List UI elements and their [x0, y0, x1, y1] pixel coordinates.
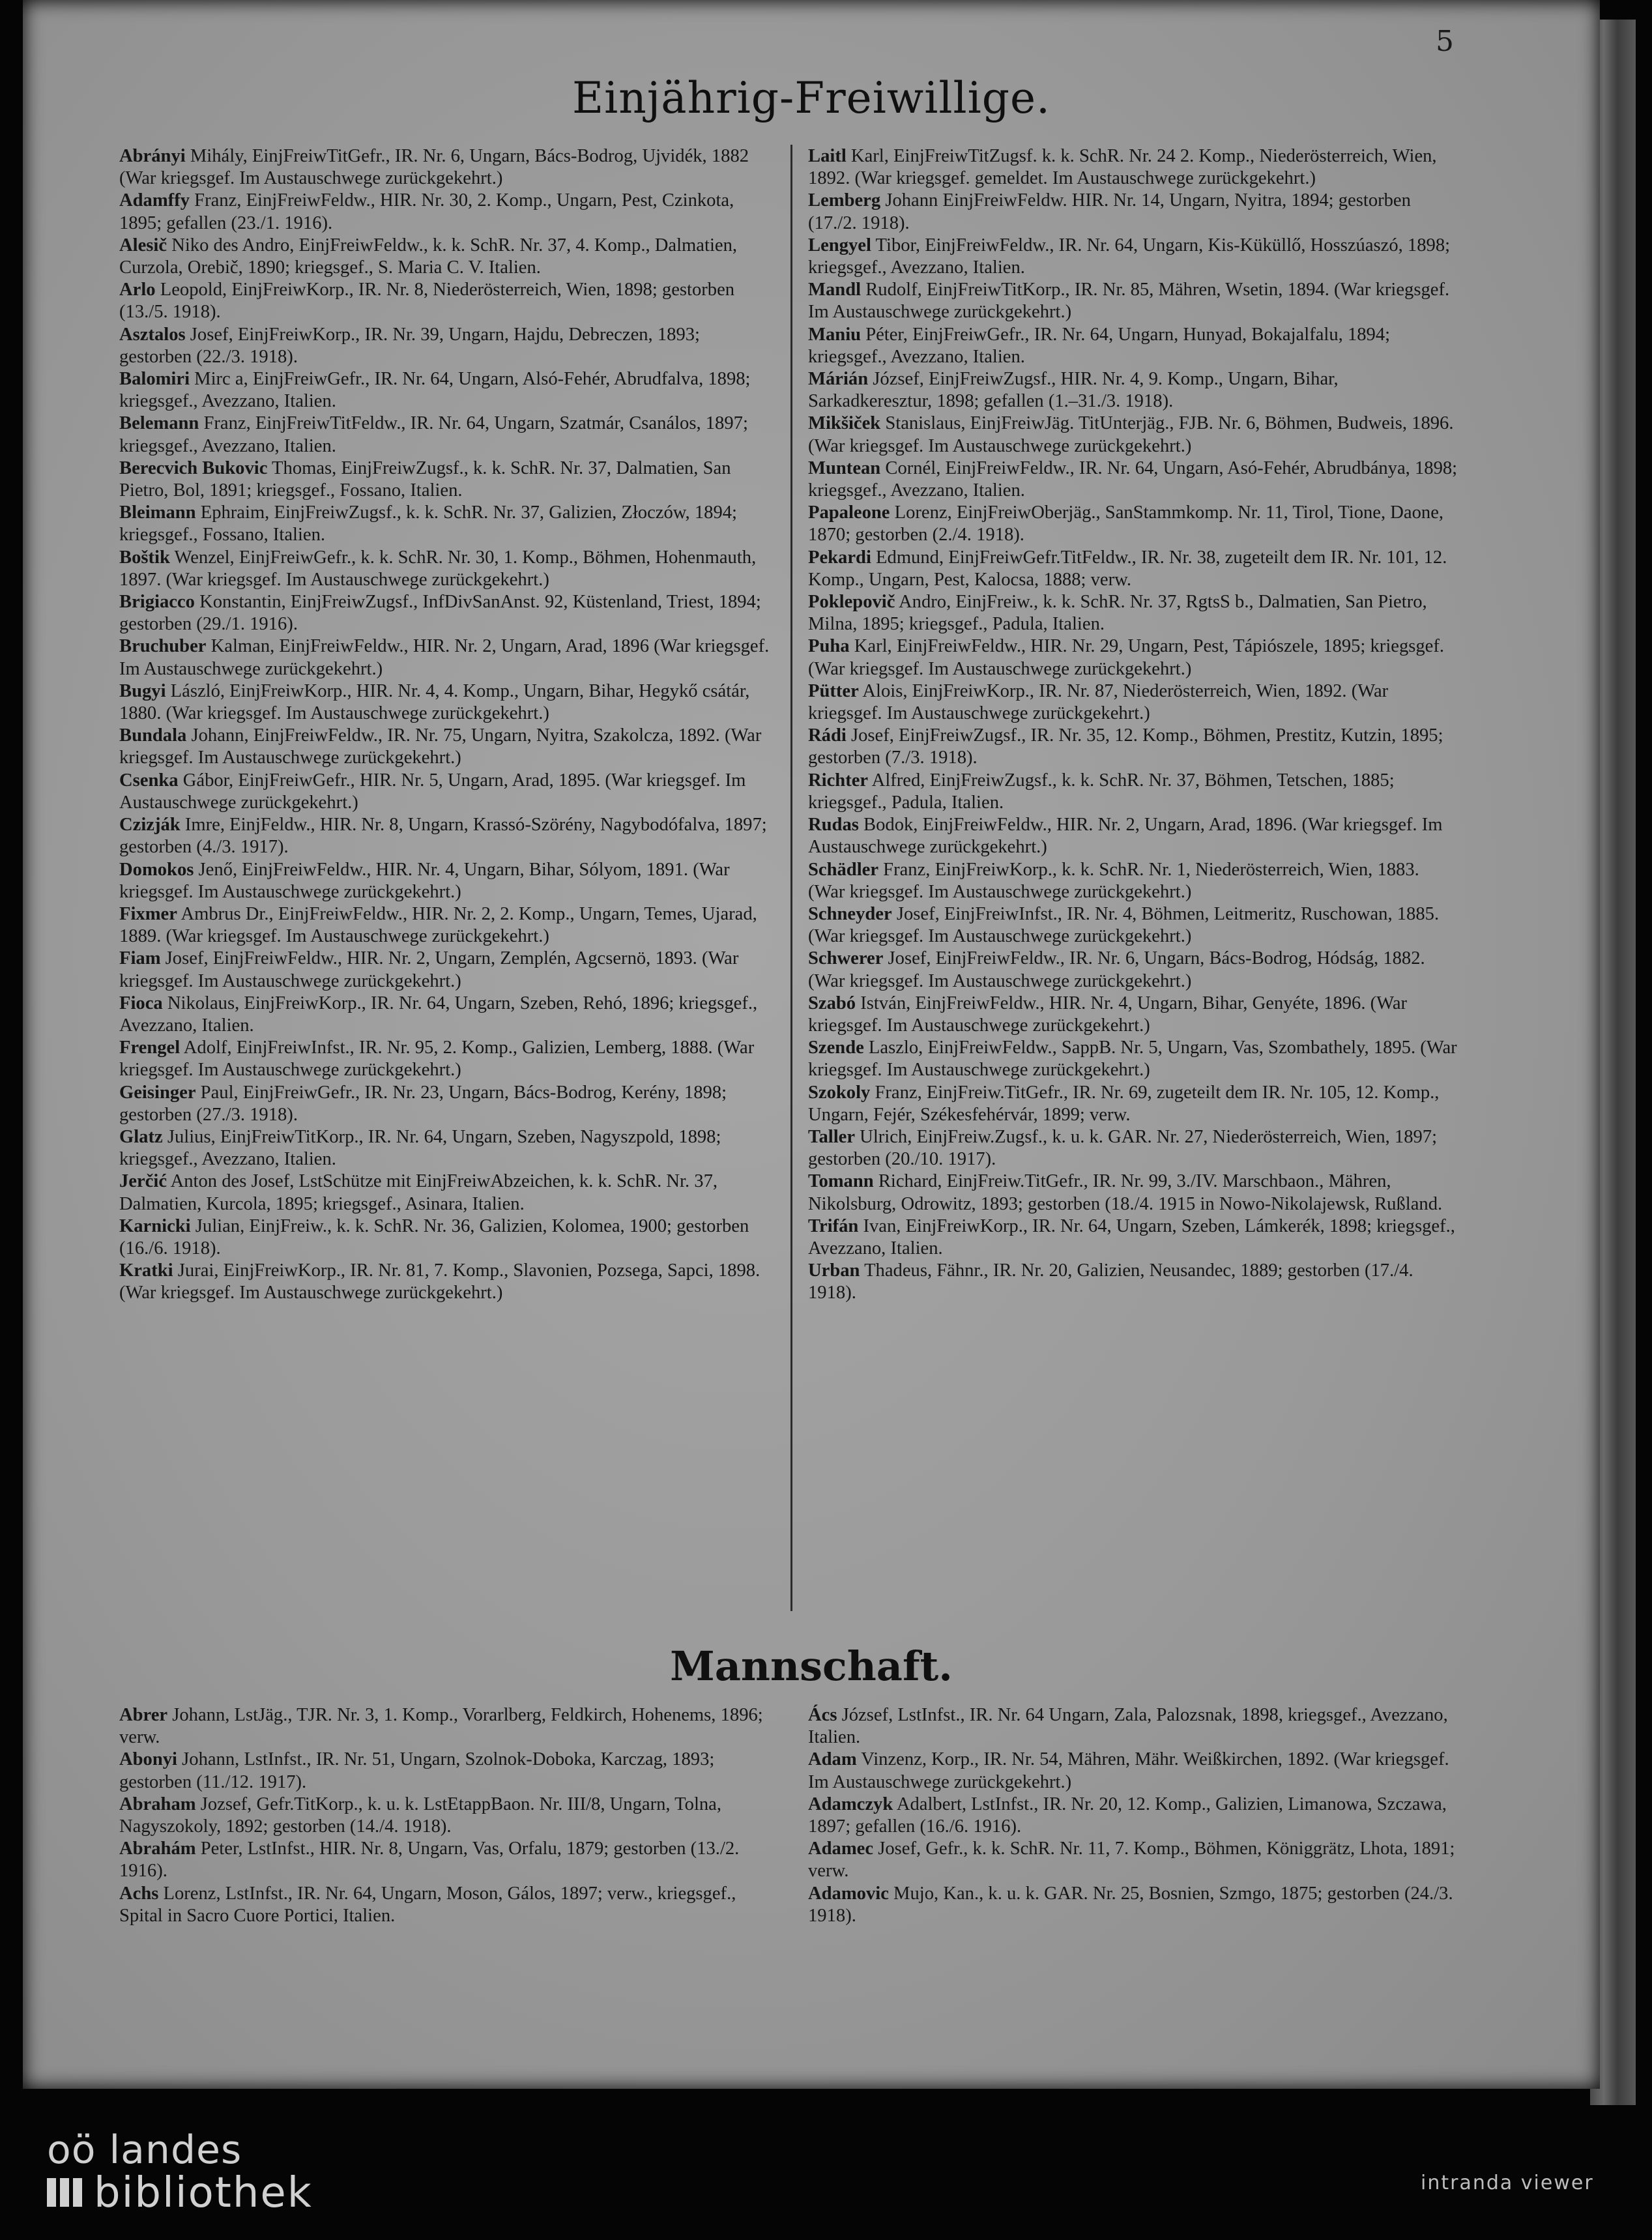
entry-details: Peter, LstInfst., HIR. Nr. 8, Ungarn, Vas, Orfalu, 1879; gestorben (13./2. 1916).	[119, 1839, 740, 1882]
entry-surname: Abrer	[119, 1705, 168, 1725]
entry-surname: Schneyder	[808, 903, 892, 924]
register-entry	[119, 680, 774, 725]
entry-details: Mujo, Kan., k. u. k. GAR. Nr. 25, Bosnien, Szmgo, 1875; gestorben (24./3. 1918).	[808, 1883, 1453, 1926]
entry-details: Johann, EinjFreiwFeldw., IR. Nr. 75, Ungarn, Nyitra, Szakolcza, 1892. (War kriegsgef. Im Austauschwege zurückgekehrt.)	[119, 725, 762, 768]
register-entry	[808, 1037, 1460, 1081]
entry-details: Jurai, EinjFreiwKorp., IR. Nr. 81, 7. Komp., Slavonien, Pozsega, Sapci, 1898. (War kriegsgef. Im Austauschwege zurückgekehrt.)	[119, 1260, 761, 1303]
entry-details: Vinzenz, Korp., IR. Nr. 54, Mähren, Mähr. Weißkirchen, 1892. (War kriegsgef. Im Austauschwege zurückgekehrt.)	[808, 1749, 1449, 1792]
entry-surname: Alesič	[119, 235, 167, 255]
entry-surname: Maniu	[808, 324, 862, 345]
entry-details: Kalman, EinjFreiwFeldw., HIR. Nr. 2, Ungarn, Arad, 1896 (War kriegsgef. Im Austauschwege zurückgekehrt.)	[119, 636, 770, 679]
register-entry	[119, 190, 774, 234]
register-entry	[808, 1794, 1460, 1838]
register-entry	[808, 770, 1460, 814]
entry-surname: Adam	[808, 1749, 857, 1770]
register-entry	[119, 993, 774, 1037]
entry-surname: Csenka	[119, 770, 179, 791]
register-entry	[808, 725, 1460, 769]
entry-surname: Urban	[808, 1260, 860, 1281]
register-entry	[808, 279, 1460, 323]
entry-surname: Pekardi	[808, 547, 871, 568]
register-entry	[808, 368, 1460, 413]
entry-details: Karl, EinjFreiwFeldw., HIR. Nr. 29, Ungarn, Pest, Tápiószele, 1895; kriegsgef. (War kriegsgef. Im Austauschwege zurückgekehrt.)	[808, 636, 1445, 679]
entry-details: Niko des Andro, EinjFreiwFeldw., k. k. SchR. Nr. 37, 4. Komp., Dalmatien, Curzola, Orebič, 1890; kriegsgef., S. Maria C. V. Italien.	[119, 235, 738, 278]
register-entry	[808, 502, 1460, 546]
entry-surname: Abonyi	[119, 1749, 177, 1770]
register-entry	[808, 324, 1460, 368]
entry-surname: Glatz	[119, 1126, 163, 1147]
entry-surname: Laitl	[808, 146, 847, 166]
register-entry	[119, 145, 774, 190]
entry-details: Adolf, EinjFreiwInfst., IR. Nr. 95, 2. Komp., Galizien, Lemberg, 1888. (War kriegsgef. Im Austauschwege zurückgekehrt.)	[119, 1038, 755, 1081]
entry-details: Imre, EinjFeldw., HIR. Nr. 8, Ungarn, Krassó-Szörény, Nagybodófalva, 1897; gestorben (4./3. 1917).	[119, 815, 767, 858]
entry-surname: Rádi	[808, 725, 847, 746]
entry-details: Alfred, EinjFreiwZugsf., k. k. SchR. Nr. 37, Böhmen, Tetschen, 1885; kriegsgef., Padula, Italien.	[808, 770, 1395, 813]
entry-details: Anton des Josef, LstSchütze mit EinjFreiwAbzeichen, k. k. SchR. Nr. 37, Dalmatien, Kurcola, 1895; kriegsgef., Asinara, Italien.	[119, 1171, 718, 1214]
entry-surname: Boštik	[119, 547, 170, 568]
entry-surname: Márián	[808, 369, 869, 390]
register-entry	[808, 413, 1460, 457]
entry-surname: Trifán	[808, 1215, 859, 1236]
register-entry	[808, 993, 1460, 1037]
entry-details: Ephraim, EinjFreiwZugsf., k. k. SchR. Nr. 37, Galizien, Złoczów, 1894; kriegsgef., Fossano, Italien.	[119, 502, 737, 545]
entry-surname: Taller	[808, 1126, 856, 1147]
entry-surname: Szokoly	[808, 1082, 871, 1103]
viewer-brand: intranda viewer	[1421, 2172, 1594, 2194]
register-entry	[808, 190, 1460, 234]
register-entry	[808, 1749, 1460, 1793]
entry-details: Edmund, EinjFreiwGefr.TitFeldw., IR. Nr. 38, zugeteilt dem IR. Nr. 101, 12. Komp., Ungarn, Pest, Kalocsa, 1888; verw.	[808, 547, 1447, 590]
entry-details: Franz, EinjFreiwFeldw., HIR. Nr. 30, 2. Komp., Ungarn, Pest, Czinkota, 1895; gefallen (23./1. 1916).	[119, 190, 734, 233]
entry-details: Nikolaus, EinjFreiwKorp., IR. Nr. 64, Ungarn, Szeben, Rehó, 1896; kriegsgef., Avezzano, Italien.	[119, 993, 758, 1036]
entry-details: Karl, EinjFreiwTitZugsf. k. k. SchR. Nr. 24 2. Komp., Niederösterreich, Wien, 1892. (War kriegsgef. gemeldet. Im Austauschwege zurückgekehrt.)	[808, 146, 1437, 189]
register-entry	[808, 235, 1460, 279]
entry-surname: Tomann	[808, 1171, 874, 1192]
register-entry	[119, 903, 774, 948]
entry-surname: Jerčić	[119, 1171, 167, 1192]
entry-details: Lorenz, EinjFreiwOberjäg., SanStammkomp. Nr. 11, Tirol, Tione, Daone, 1870; gestorben (2./4. 1918).	[808, 502, 1444, 545]
entry-details: Johann EinjFreiwFeldw. HIR. Nr. 14, Ungarn, Nyitra, 1894; gestorben (17./2. 1918).	[808, 190, 1411, 233]
register-entry	[808, 1260, 1460, 1304]
register-entry	[119, 547, 774, 591]
entry-surname: Puha	[808, 636, 850, 657]
entry-surname: Mikšiček	[808, 413, 881, 434]
entry-surname: Geisinger	[119, 1082, 196, 1103]
entry-details: József, EinjFreiwZugsf., HIR. Nr. 4, 9. Komp., Ungarn, Bihar, Sarkadkeresztur, 1898; gefallen (1.–31./3. 1918).	[808, 369, 1339, 412]
register-entry	[119, 1082, 774, 1126]
entry-details: Ambrus Dr., EinjFreiwFeldw., HIR. Nr. 2, 2. Komp., Ungarn, Temes, Ujarad, 1889. (War kriegsgef. Im Austauschwege zurückgekehrt.)	[119, 903, 757, 947]
register-entry	[808, 859, 1460, 903]
entry-details: Josef, EinjFreiwKorp., IR. Nr. 39, Ungarn, Hajdu, Debreczen, 1893; gestorben (22./3. 1918).	[119, 324, 700, 367]
entry-details: Péter, EinjFreiwGefr., IR. Nr. 64, Ungarn, Hunyad, Bokajalfalu, 1894; kriegsgef., Avezzano, Italien.	[808, 324, 1391, 367]
entry-details: Franz, EinjFreiwTitFeldw., IR. Nr. 64, Ungarn, Szatmár, Csanálos, 1897; kriegsgef., Avezzano, Italien.	[119, 413, 748, 456]
entry-details: Johann, LstInfst., IR. Nr. 51, Ungarn, Szolnok-Doboka, Karczag, 1893; gestorben (11./12. 1917).	[119, 1749, 715, 1792]
column-crew-right	[808, 1704, 1460, 1927]
entry-details: Andro, EinjFreiw., k. k. SchR. Nr. 37, RgtsS b., Dalmatien, San Pietro, Milna, 1895; kriegsgef., Padula, Italien.	[808, 592, 1427, 635]
logo-line-2: bibliothek	[94, 2169, 313, 2217]
register-entry	[119, 1883, 774, 1927]
entry-details: József, LstInfst., IR. Nr. 64 Ungarn, Zala, Palozsnak, 1898, kriegsgef., Avezzano, Italien.	[808, 1705, 1448, 1748]
register-entry	[808, 1082, 1460, 1126]
entry-surname: Bleimann	[119, 502, 196, 523]
entry-details: Franz, EinjFreiw.TitGefr., IR. Nr. 69, zugeteilt dem IR. Nr. 105, 12. Komp., Ungarn, Fejér, Székesfehérvár, 1899; verw.	[808, 1082, 1440, 1125]
register-entry	[119, 770, 774, 814]
entry-surname: Lemberg	[808, 190, 881, 211]
entry-surname: Fixmer	[119, 903, 177, 924]
entry-surname: Abrányi	[119, 146, 186, 166]
register-entry	[119, 368, 774, 413]
entry-surname: Domokos	[119, 859, 194, 880]
entry-details: Bodok, EinjFreiwFeldw., HIR. Nr. 2, Ungarn, Arad, 1896. (War kriegsgef. Im Austauschwege zurückgekehrt.)	[808, 815, 1443, 858]
register-entry	[808, 1838, 1460, 1882]
entry-surname: Bugyi	[119, 680, 166, 701]
register-entry	[808, 1171, 1460, 1215]
entry-surname: Ács	[808, 1705, 837, 1725]
entry-details: Thadeus, Fähnr., IR. Nr. 20, Galizien, Neusandec, 1889; gestorben (17./4. 1918).	[808, 1260, 1413, 1303]
register-entry	[119, 948, 774, 992]
entry-details: Konstantin, EinjFreiwZugsf., InfDivSanAnst. 92, Küstenland, Triest, 1894; gestorben (29./1. 1916).	[119, 592, 761, 635]
entry-details: Ivan, EinjFreiwKorp., IR. Nr. 64, Ungarn, Szeben, Lámkerék, 1898; kriegsgef., Avezzano, Italien.	[808, 1215, 1455, 1258]
entry-details: Paul, EinjFreiwGefr., IR. Nr. 23, Ungarn, Bács-Bodrog, Kerény, 1898; gestorben (27./3. 1918).	[119, 1082, 727, 1125]
entry-surname: Muntean	[808, 458, 881, 478]
register-entry	[119, 859, 774, 903]
register-entry	[119, 502, 774, 546]
register-entry	[808, 1704, 1460, 1749]
entry-surname: Kratki	[119, 1260, 173, 1281]
entry-details: Jozsef, Gefr.TitKorp., k. u. k. LstEtappBaon. Nr. III/8, Ungarn, Tolna, Nagyszokoly, 1892; gestorben (14./4. 1918).	[119, 1794, 722, 1837]
entry-details: Leopold, EinjFreiwKorp., IR. Nr. 8, Niederösterreich, Wien, 1898; gestorben (13./5. 1918).	[119, 280, 735, 323]
entry-details: Ulrich, EinjFreiw.Zugsf., k. u. k. GAR. Nr. 27, Niederösterreich, Wien, 1897; gestorben (20./10. 1917).	[808, 1126, 1438, 1170]
entry-details: Stanislaus, EinjFreiwJäg. TitUnterjäg., FJB. Nr. 6, Böhmen, Budweis, 1896. (War kriegsgef. Im Austauschwege zurückgekehrt.)	[808, 413, 1454, 456]
entry-surname: Schwerer	[808, 948, 884, 969]
entry-details: Thomas, EinjFreiwZugsf., k. k. SchR. Nr. 37, Dalmatien, San Pietro, Bol, 1891; kriegsgef., Fossano, Italien.	[119, 458, 731, 501]
register-entry	[119, 1838, 774, 1882]
register-entry	[119, 1260, 774, 1304]
entry-surname: Achs	[119, 1883, 159, 1904]
entry-surname: Richter	[808, 770, 869, 791]
entry-details: Adalbert, LstInfst., IR. Nr. 20, 12. Komp., Galizien, Limanowa, Szczawa, 1897; gefallen (16./6. 1916).	[808, 1794, 1447, 1837]
entry-surname: Abrahám	[119, 1839, 196, 1859]
entry-surname: Adamec	[808, 1839, 874, 1859]
entry-details: Lorenz, LstInfst., IR. Nr. 64, Ungarn, Moson, Gálos, 1897; verw., kriegsgef., Spital in Sacro Cuore Portici, Italien.	[119, 1883, 736, 1926]
entry-surname: Belemann	[119, 413, 199, 434]
entry-details: Johann, LstJäg., TJR. Nr. 3, 1. Komp., Vorarlberg, Feldkirch, Hohenems, 1896; verw.	[119, 1705, 763, 1748]
entry-surname: Brigiacco	[119, 592, 195, 613]
entry-details: Laszlo, EinjFreiwFeldw., SappB. Nr. 5, Ungarn, Vas, Szombathely, 1895. (War kriegsgef. Im Austauschwege zurückgekehrt.)	[808, 1038, 1457, 1081]
register-entry	[808, 458, 1460, 502]
register-entry	[119, 1749, 774, 1793]
entry-surname: Fiam	[119, 948, 161, 969]
column-volunteers-right	[808, 145, 1460, 1305]
register-entry	[119, 1215, 774, 1260]
register-entry	[808, 814, 1460, 858]
register-entry	[808, 948, 1460, 992]
section-title-volunteers: Einjährig-Freiwillige.	[572, 73, 1051, 123]
entry-details: Richard, EinjFreiw.TitGefr., IR. Nr. 99, 3./IV. Marschbaon., Mähren, Nikolsburg, Odrowitz, 1893; gestorben (18./4. 1915 in Nowo-Nikolajewsk, Rußland.	[808, 1171, 1443, 1214]
entry-surname: Szende	[808, 1038, 864, 1058]
register-entry	[119, 725, 774, 769]
entry-surname: Lengyel	[808, 235, 871, 255]
entry-details: Julian, EinjFreiw., k. k. SchR. Nr. 36, Galizien, Kolomea, 1900; gestorben (16./6. 1918).	[119, 1215, 749, 1258]
register-entry	[119, 1704, 774, 1749]
entry-surname: Abraham	[119, 1794, 196, 1814]
entry-details: Josef, Gefr., k. k. SchR. Nr. 11, 7. Komp., Böhmen, Königgrätz, Lhota, 1891; verw.	[808, 1839, 1455, 1882]
entry-surname: Bruchuber	[119, 636, 207, 657]
library-logo	[47, 2127, 313, 2217]
register-entry	[119, 1037, 774, 1081]
register-entry	[808, 547, 1460, 591]
entry-surname: Mandl	[808, 280, 862, 300]
entry-surname: Pütter	[808, 680, 859, 701]
entry-surname: Fioca	[119, 993, 163, 1013]
entry-details: Mihály, EinjFreiwTitGefr., IR. Nr. 6, Ungarn, Bács-Bodrog, Ujvidék, 1882 (War kriegsgef. Im Austauschwege zurückgekehrt.)	[119, 146, 749, 189]
entry-details: Rudolf, EinjFreiwTitKorp., IR. Nr. 85, Mähren, Wsetin, 1894. (War kriegsgef. Im Austauschwege zurückgekehrt.)	[808, 280, 1450, 323]
register-entry	[119, 324, 774, 368]
register-entry	[808, 145, 1460, 190]
column-volunteers-left	[119, 145, 774, 1305]
entry-surname: Szabó	[808, 993, 856, 1013]
register-entry	[808, 903, 1460, 948]
entry-details: Franz, EinjFreiwKorp., k. k. SchR. Nr. 1, Niederösterreich, Wien, 1883. (War kriegsgef. Im Austauschwege zurückgekehrt.)	[808, 859, 1419, 902]
register-entry	[808, 635, 1460, 680]
entry-surname: Poklepovič	[808, 592, 895, 613]
register-entry	[119, 1794, 774, 1838]
entry-details: Jenő, EinjFreiwFeldw., HIR. Nr. 4, Ungarn, Bihar, Sólyom, 1891. (War kriegsgef. Im Austauschwege zurückgekehrt.)	[119, 859, 730, 902]
entry-details: Tibor, EinjFreiwFeldw., IR. Nr. 64, Ungarn, Kis-Küküllő, Hosszúaszó, 1898; kriegsgef., Avezzano, Italien.	[808, 235, 1451, 278]
register-entry	[119, 235, 774, 279]
entry-surname: Rudas	[808, 815, 859, 836]
entry-details: Josef, EinjFreiwZugsf., IR. Nr. 35, 12. Komp., Böhmen, Prestitz, Kutzin, 1895; gestorben (7./3. 1918).	[808, 725, 1443, 768]
section-title-crew: Mannschaft.	[670, 1642, 953, 1690]
entry-surname: Adamczyk	[808, 1794, 893, 1814]
register-entry	[119, 591, 774, 635]
register-entry	[119, 635, 774, 680]
register-entry	[808, 680, 1460, 725]
register-entry	[119, 1126, 774, 1171]
page-number: 5	[1436, 25, 1454, 58]
register-entry	[119, 814, 774, 858]
entry-details: István, EinjFreiwFeldw., HIR. Nr. 4, Ungarn, Bihar, Genyéte, 1896. (War kriegsgef. Im Austauschwege zurückgekehrt.)	[808, 993, 1408, 1036]
entry-details: Wenzel, EinjFreiwGefr., k. k. SchR. Nr. 30, 1. Komp., Böhmen, Hohenmauth, 1897. (War kriegsgef. Im Austauschwege zurückgekehrt.)	[119, 547, 757, 590]
logo-bars-icon	[47, 2170, 90, 2216]
entry-surname: Asztalos	[119, 324, 186, 345]
register-entry	[119, 458, 774, 502]
entry-surname: Adamovic	[808, 1883, 889, 1904]
entry-details: Julius, EinjFreiwTitKorp., IR. Nr. 64, Ungarn, Szeben, Nagyszpold, 1898; kriegsgef., Avezzano, Italien.	[119, 1126, 721, 1170]
entry-details: Alois, EinjFreiwKorp., IR. Nr. 87, Niederösterreich, Wien, 1892. (War kriegsgef. Im Austauschwege zurückgekehrt.)	[808, 680, 1389, 724]
entry-surname: Schädler	[808, 859, 879, 880]
entry-details: Josef, EinjFreiwFeldw., IR. Nr. 6, Ungarn, Bács-Bodrog, Hódság, 1882. (War kriegsgef. Im Austauschwege zurückgekehrt.)	[808, 948, 1425, 991]
entry-details: Gábor, EinjFreiwGefr., HIR. Nr. 5, Ungarn, Arad, 1895. (War kriegsgef. Im Austauschwege zurückgekehrt.)	[119, 770, 746, 813]
entry-surname: Balomiri	[119, 369, 190, 390]
register-entry	[119, 1171, 774, 1215]
entry-details: Josef, EinjFreiwInfst., IR. Nr. 4, Böhmen, Leitmeritz, Ruschowan, 1885. (War kriegsgef. Im Austauschwege zurückgekehrt.)	[808, 903, 1440, 947]
register-entry	[119, 413, 774, 457]
entry-surname: Adamffy	[119, 190, 190, 211]
register-entry	[808, 591, 1460, 635]
entry-surname: Papaleone	[808, 502, 890, 523]
entry-surname: Frengel	[119, 1038, 181, 1058]
column-crew-left	[119, 1704, 774, 1927]
entry-surname: Karnicki	[119, 1215, 191, 1236]
entry-surname: Berecvich Bukovic	[119, 458, 268, 478]
register-entry	[808, 1215, 1460, 1260]
register-entry	[119, 279, 774, 323]
entry-surname: Czizják	[119, 815, 181, 836]
entry-details: Cornél, EinjFreiwFeldw., IR. Nr. 64, Ungarn, Asó-Fehér, Abrudbánya, 1898; kriegsgef., Avezzano, Italien.	[808, 458, 1458, 501]
entry-details: Josef, EinjFreiwFeldw., HIR. Nr. 2, Ungarn, Zemplén, Agcsernö, 1893. (War kriegsgef. Im Austauschwege zurückgekehrt.)	[119, 948, 739, 991]
logo-line-1: oö landes	[47, 2127, 242, 2173]
entry-surname: Bundala	[119, 725, 187, 746]
register-entry	[808, 1126, 1460, 1171]
register-entry	[808, 1883, 1460, 1927]
column-divider	[790, 145, 792, 1611]
entry-details: László, EinjFreiwKorp., HIR. Nr. 4, 4. Komp., Ungarn, Bihar, Hegykő csátár, 1880. (War kriegsgef. Im Austauschwege zurückgekehrt.)	[119, 680, 750, 724]
entry-details: Mirc a, EinjFreiwGefr., IR. Nr. 64, Ungarn, Alsó-Fehér, Abrudfalva, 1898; kriegsgef., Avezzano, Italien.	[119, 369, 751, 412]
entry-surname: Arlo	[119, 280, 156, 300]
